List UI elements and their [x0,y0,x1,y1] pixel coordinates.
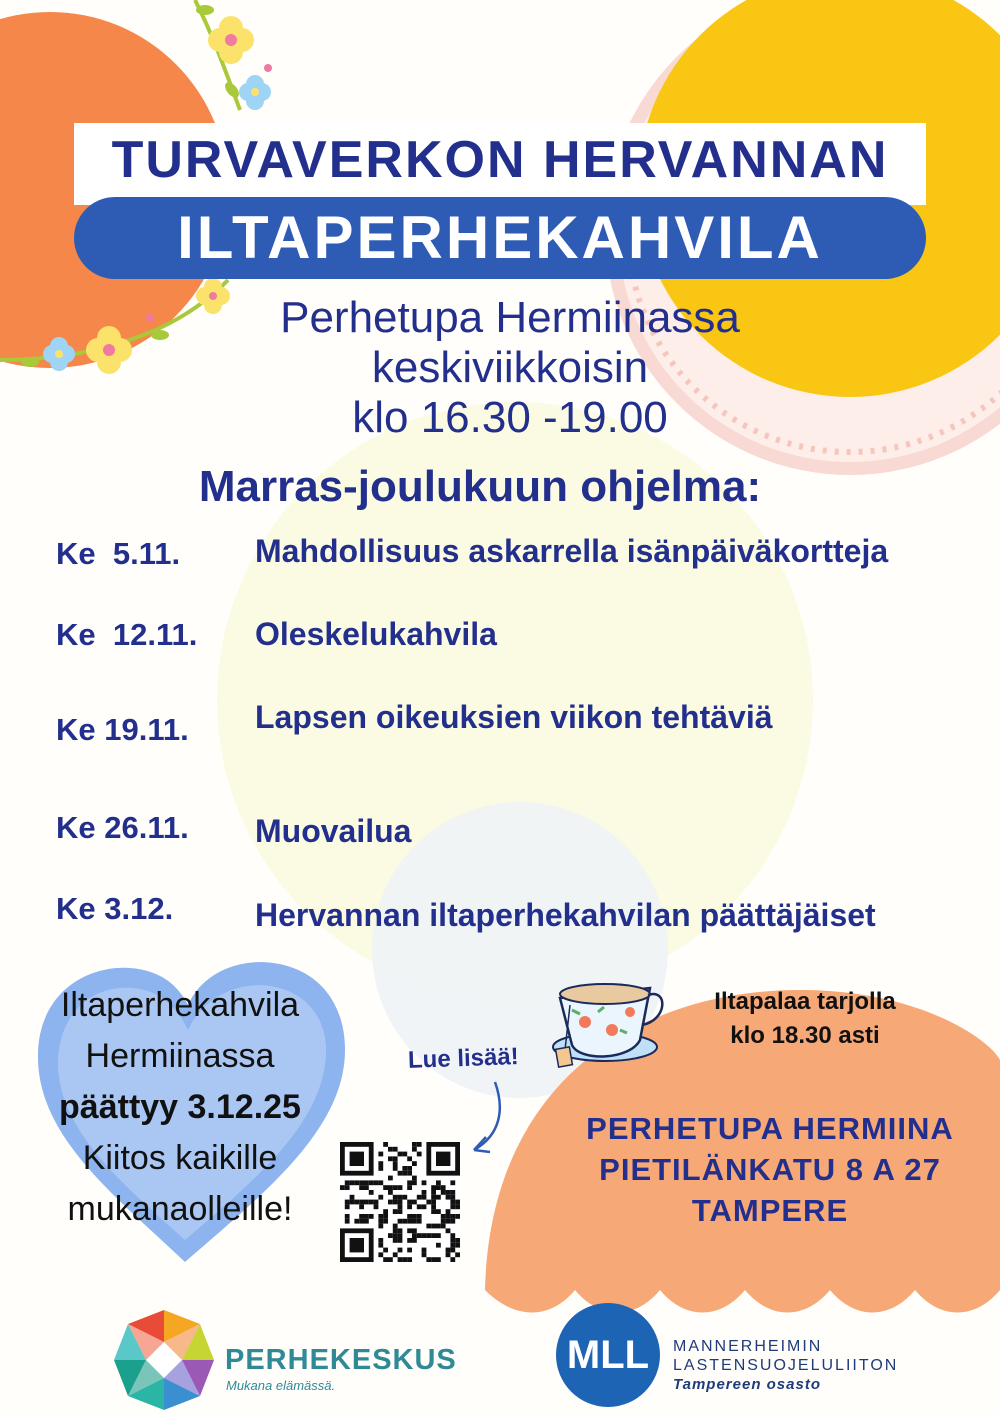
program-event: Oleskelukahvila [255,616,497,652]
notice-line: Iltaperhekahvila [60,986,300,1024]
perhekeskus-logo-tagline: Mukana elämässä. [226,1378,336,1393]
address-line: PERHETUPA HERMIINA [586,1111,954,1146]
location-line2: keskiviikkoisin [371,343,649,392]
location-line3: klo 16.30 -19.00 [352,393,668,442]
flower-icon [239,75,271,110]
snack-info [680,985,930,1053]
address-line: TAMPERE [691,1193,849,1228]
snack-line: Iltapalaa tarjolla [714,988,896,1015]
program-event: Mahdollisuus askarrella isänpäiväkortteja [255,533,889,569]
notice-line: Kiitos kaikille [82,1139,278,1177]
program-event: Muovailua [255,813,412,849]
program-heading: Marras-joulukuun ohjelma: [198,462,762,511]
location-line1: Perhetupa Hermiinassa [280,293,740,342]
address [560,1108,980,1231]
notice-line: mukanaolleille! [67,1190,293,1228]
flower-icon [208,16,254,64]
snack-line: klo 18.30 asti [730,1022,880,1049]
program-event: Hervannan iltaperhekahvilan päättäjäiset [255,897,876,933]
program-event: Lapsen oikeuksien viikon tehtäviä [255,699,773,735]
title-line1: TURVAVERKON HERVANNAN [111,131,889,189]
program-date: Ke 5.11. [56,536,181,571]
closing-notice [35,980,325,1235]
program-date: Ke 26.11. [56,810,189,845]
mll-name-line: MANNERHEIMIN [673,1338,823,1355]
perhekeskus-logo-name: PERHEKESKUS [225,1344,457,1376]
program-date: Ke 19.11. [56,712,189,747]
read-more-label: Lue lisää! [407,1043,520,1074]
mll-name-line: LASTENSUOJELULIITON [673,1357,899,1374]
perhekeskus-logo-icon [112,1308,216,1412]
mll-logo-abbr: MLL [566,1333,650,1377]
program-date: Ke 3.12. [56,891,174,926]
notice-end-date: päättyy 3.12.25 [59,1088,301,1126]
notice-line: Hermiinassa [85,1037,275,1075]
qr-code[interactable] [340,1142,460,1262]
mll-logo-name [673,1337,898,1375]
mll-logo-sub: Tampereen osasto [673,1376,821,1393]
program-date: Ke 12.11. [56,617,198,652]
title-line2: ILTAPERHEKAHVILA [177,204,823,271]
address-line: PIETILÄNKATU 8 A 27 [599,1152,941,1187]
